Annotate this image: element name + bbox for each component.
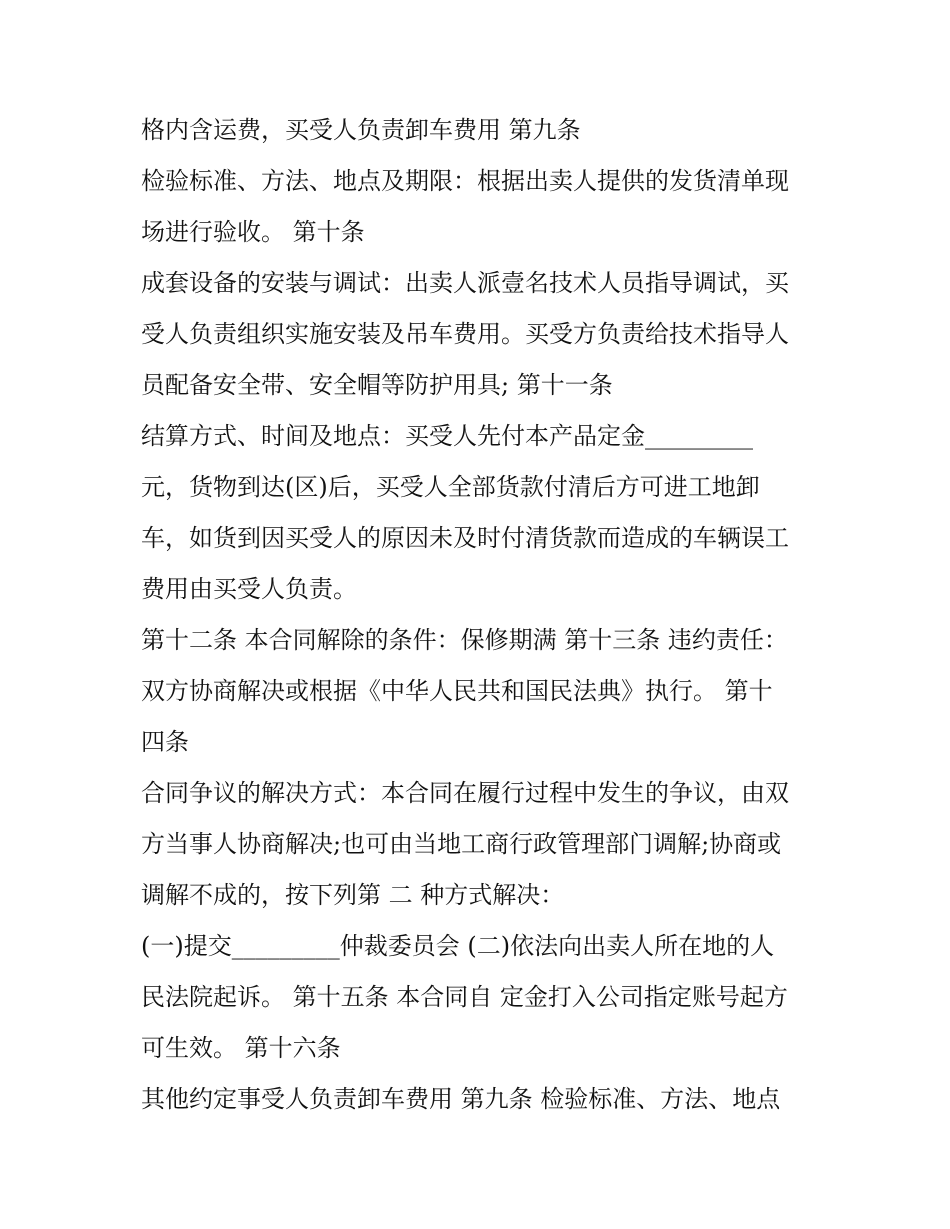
- text-line: 检验标准、方法、地点及期限：根据出卖人提供的发货清单现: [141, 167, 789, 195]
- text-line: 员配备安全带、安全帽等防护用具; 第十一条: [141, 371, 613, 399]
- text-line: 调解不成的，按下列第 二 种方式解决：: [141, 881, 565, 909]
- text-line: 民法院起诉。 第十五条 本合同自 定金打入公司指定账号起方: [141, 983, 788, 1011]
- text-line: 合同争议的解决方式：本合同在履行过程中发生的争议，由双: [141, 779, 789, 807]
- text-line: 其他约定事受人负责卸车费用 第九条 检验标准、方法、地点: [141, 1085, 781, 1113]
- text-line: 场进行验收。 第十条: [141, 218, 365, 246]
- text-line: 元，货物到达(区)后，买受人全部货款付清后方可进工地卸: [141, 473, 760, 501]
- text-line: 双方协商解决或根据《中华人民共和国民法典》执行。 第十: [141, 677, 773, 705]
- contract-text: [141, 110, 821, 1130]
- text-line: 方当事人协商解决;也可由当地工商行政管理部门调解;协商或: [141, 830, 782, 858]
- text-line: 费用由买受人负责。: [141, 575, 357, 603]
- text-line: 四条: [141, 728, 189, 756]
- text-line: 第十二条 本合同解除的条件：保修期满 第十三条 违约责任：: [141, 626, 788, 654]
- text-line: 成套设备的安装与调试：出卖人派壹名技术人员指导调试，买: [141, 269, 789, 297]
- text-line: 结算方式、时间及地点：买受人先付本产品定金_________: [141, 422, 753, 450]
- text-line: 格内含运费，买受人负责卸车费用 第九条: [141, 116, 581, 144]
- text-line: 受人负责组织实施安装及吊车费用。买受方负责给技术指导人: [141, 320, 789, 348]
- text-line: 车，如货到因买受人的原因未及时付清货款而造成的车辆误工: [141, 524, 789, 552]
- text-line: 可生效。 第十六条: [141, 1034, 341, 1062]
- text-line: (一)提交_________仲裁委员会 (二)依法向出卖人所在地的人: [141, 932, 775, 960]
